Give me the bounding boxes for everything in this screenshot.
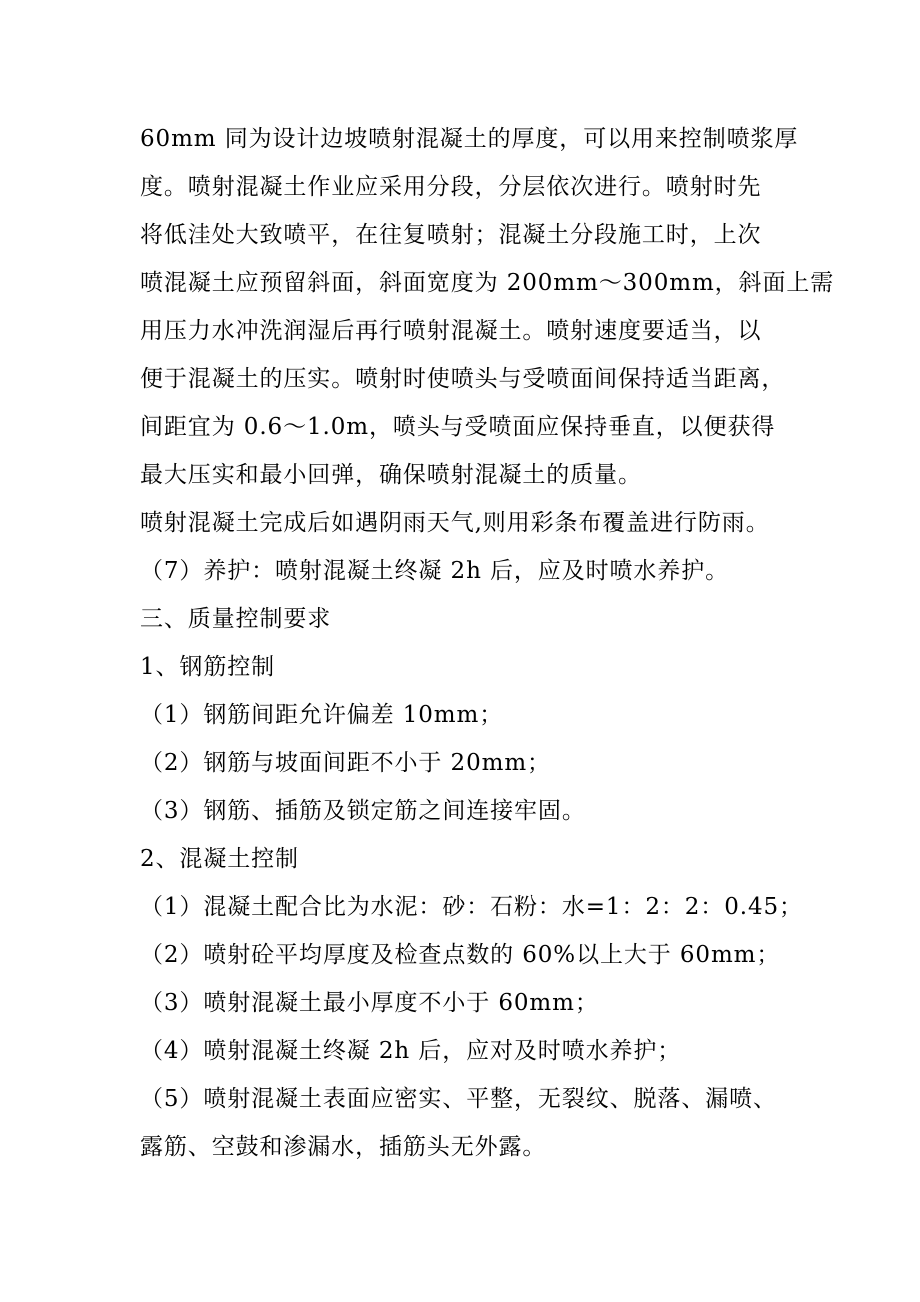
list-item-rebar-3: （3）钢筋、插筋及锁定筋之间连接牢固。 — [140, 798, 586, 824]
paragraph-line-5: 用压力水冲洗润湿后再行喷射混凝土。喷射速度要适当，以 — [140, 318, 762, 344]
paragraph-line-1: 60mm 同为设计边坡喷射混凝土的厚度，可以用来控制喷浆厚 — [140, 126, 799, 152]
list-item-concrete-3: （3）喷射混凝土最小厚度不小于 60mm； — [140, 990, 599, 1016]
paragraph-line-9: 喷射混凝土完成后如遇阴雨天气,则用彩条布覆盖进行防雨。 — [140, 510, 770, 536]
paragraph-line-4: 喷混凝土应预留斜面，斜面宽度为 200mm～300mm，斜面上需 — [140, 270, 835, 296]
section-heading-quality-control: 三、质量控制要求 — [140, 606, 332, 632]
list-item-rebar-1: （1）钢筋间距允许偏差 10mm； — [140, 702, 504, 728]
paragraph-line-6: 便于混凝土的压实。喷射时使喷头与受喷面间保持适当距离， — [140, 366, 786, 392]
list-item-curing: （7）养护：喷射混凝土终凝 2h 后，应及时喷水养护。 — [140, 558, 730, 584]
list-item-concrete-5-continued: 露筋、空鼓和渗漏水，插筋头无外露。 — [140, 1134, 547, 1160]
paragraph-line-8: 最大压实和最小回弹，确保喷射混凝土的质量。 — [140, 462, 642, 488]
subheading-concrete-control: 2、混凝土控制 — [140, 846, 299, 872]
paragraph-line-2: 度。喷射混凝土作业应采用分段，分层依次进行。喷射时先 — [140, 174, 762, 200]
list-item-concrete-4: （4）喷射混凝土终凝 2h 后，应对及时喷水养护； — [140, 1038, 682, 1064]
list-item-rebar-2: （2）钢筋与坡面间距不小于 20mm； — [140, 750, 551, 776]
list-item-concrete-2: （2）喷射砼平均厚度及检查点数的 60%以上大于 60mm； — [140, 942, 781, 968]
list-item-concrete-1: （1）混凝土配合比为水泥：砂：石粉：水=1：2：2：0.45； — [140, 894, 803, 920]
paragraph-line-7: 间距宜为 0.6～1.0m，喷头与受喷面应保持垂直，以便获得 — [140, 414, 776, 440]
list-item-concrete-5: （5）喷射混凝土表面应密实、平整，无裂纹、脱落、漏喷、 — [140, 1086, 777, 1112]
paragraph-line-3: 将低洼处大致喷平，在往复喷射；混凝土分段施工时，上次 — [140, 222, 762, 248]
subheading-rebar-control: 1、钢筋控制 — [140, 654, 276, 680]
